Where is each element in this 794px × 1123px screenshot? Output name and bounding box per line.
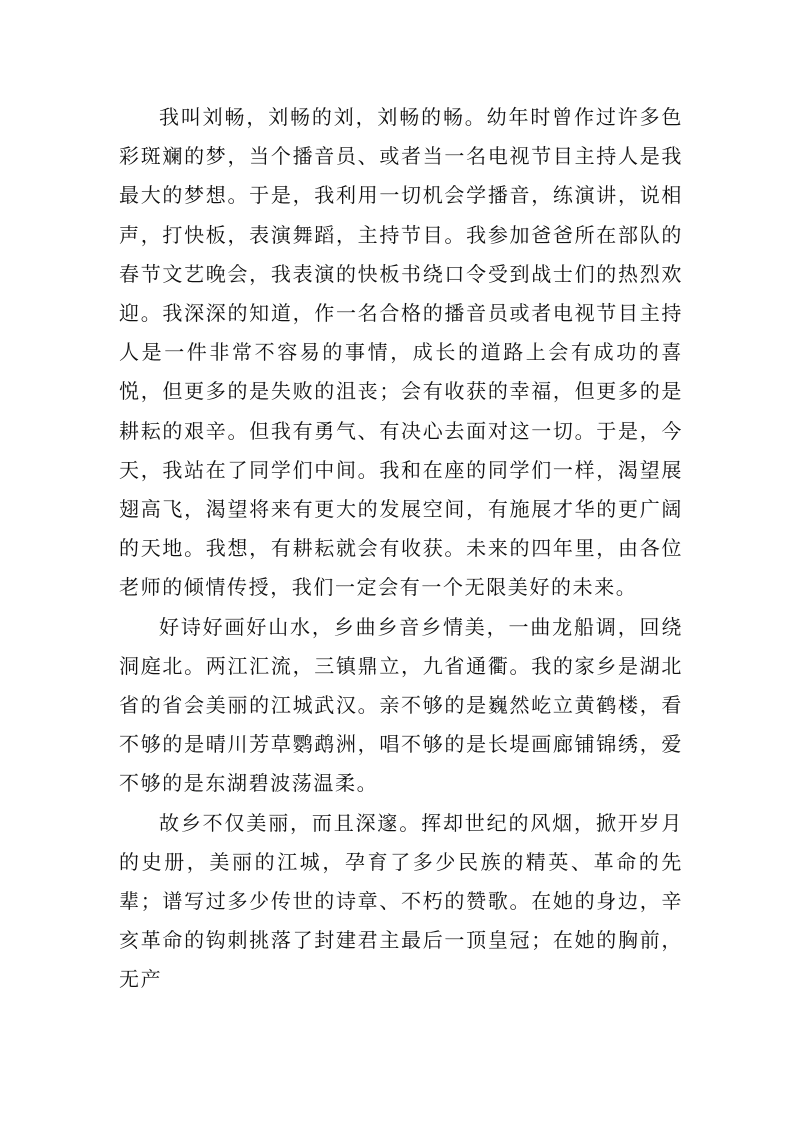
body-text	[119, 98, 683, 1000]
paragraph: 我叫刘畅，刘畅的刘，刘畅的畅。幼年时曾作过许多色彩斑斓的梦，当个播音员、或者当一名电视节目主持人是我最大的梦想。于是，我利用一切机会学播音，练演讲，说相声，打快板，表演舞蹈，主持节目。我参加爸爸所在部队的春节文艺晚会，我表演的快板书绕口令受到战士们的热烈欢迎。我深深的知道，作一名合格的播音员或者电视节目主持人是一件非常不容易的事情，成长的道路上会有成功的喜悦，但更多的是失败的沮丧；会有收获的幸福，但更多的是耕耘的艰辛。但我有勇气、有决心去面对这一切。于是，今天，我站在了同学们中间。我和在座的同学们一样，渴望展翅高飞，渴望将来有更大的发展空间，有施展才华的更广阔的天地。我想，有耕耘就会有收获。未来的四年里，由各位老师的倾情传授，我们一定会有一个无限美好的未来。	[119, 105, 683, 600]
paragraph: 故乡不仅美丽，而且深邃。挥却世纪的风烟，掀开岁月的史册，美丽的江城，孕育了多少民族的精英、革命的先辈；谱写过多少传世的诗章、不朽的赞歌。在她的身边，辛亥革命的钩刺挑落了封建君主最后一顶皇冠；在她的胸前，无产	[119, 810, 683, 992]
paragraph: 好诗好画好山水，乡曲乡音乡情美，一曲龙船调，回绕洞庭北。两江汇流，三镇鼎立，九省通衢。我的家乡是湖北省的省会美丽的江城武汉。亲不够的是巍然屹立黄鹤楼，看不够的是晴川芳草鹦鹉洲，唱不够的是长堤画廊铺锦绣，爱不够的是东湖碧波荡温柔。	[119, 614, 683, 796]
